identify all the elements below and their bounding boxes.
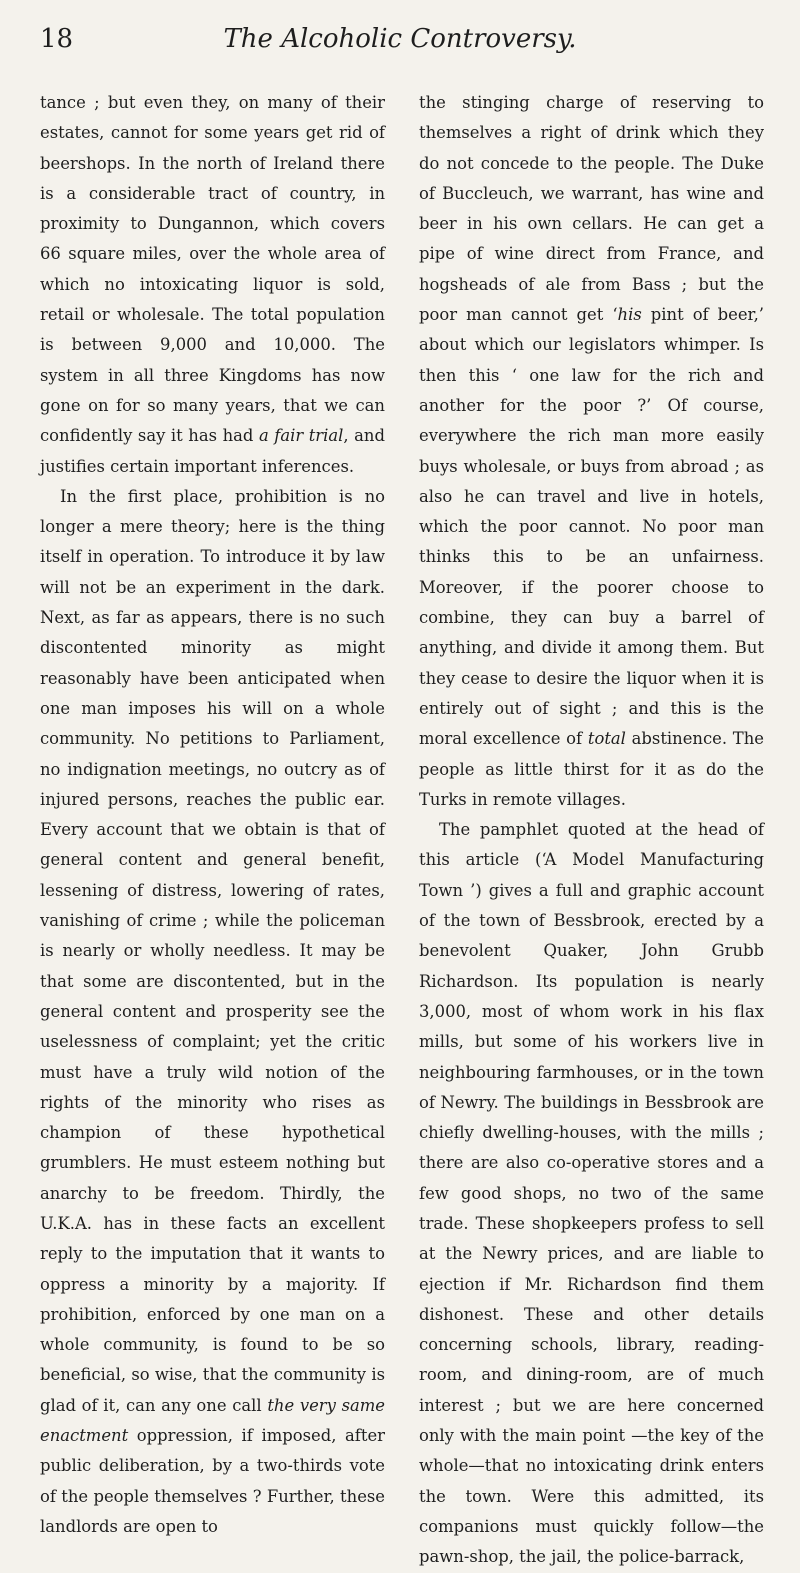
italic-emphasis: his xyxy=(617,305,642,325)
italic-emphasis: a fair trial xyxy=(258,426,344,446)
text-columns xyxy=(40,88,764,1567)
right-paragraph-2: The pamphlet quoted at the head of this article (‘A Model Manufacturing Town ’) gives a full and graphic account of the town of Bessbrook, erected by a benevolent Quaker, John Grubb Richardson. Its population is nearly 3,000, most of whom work in his flax mills, but some of his workers live in neighbouring farmhouses, or in the town of Newry. The buildings in Bessbrook are chiefly dwelling-houses, with the mills ; there are also co-operative stores and a few good shops, no two of the same trade. These shopkeepers profess to sell at the Newry prices, and are liable to ejection if Mr. Richardson find them dishonest. These and other details concerning schools, library, reading-room, and dining-room, are of much interest ; but we are here concerned only with the main point —the key of the whole—that no intoxicating drink enters the town. Were this admitted, its companions must quickly follow—the pawn-shop, the jail, the police-barrack, xyxy=(419,820,764,1567)
italic-emphasis: the very same enactment xyxy=(40,1395,385,1446)
page-number: 18 xyxy=(40,24,74,54)
left-paragraph-1: tance ; but even they, on many of their estates, cannot for some years get rid of beershops. In the north of Ireland there is a considerable tract of country, in proximity to Dungannon, which covers 66 square miles, over the whole area of which no intoxicating liquor is sold, retail or wholesale. The total population is between 9,000 and 10,000. The system in all three Kingdoms has now gone on for so many years, that we can confidently say it has had a fair trial, and justifies certain important inferences. xyxy=(40,93,385,476)
left-column xyxy=(40,88,385,1536)
running-title: The Alcoholic Controversy. xyxy=(223,24,577,54)
left-paragraph-2: In the first place, prohibition is no longer a mere theory; here is the thing itself in operation. To introduce it by law will not be an experiment in the dark. Next, as far as appears, there is no such discontented minority as might reasonably have been anticipated when one man imposes his will on a whole community. No petitions to Parliament, no indignation meetings, no outcry as of injured persons, reaches the public ear. Every account that we obtain is that of general content and general benefit, lessening of distress, lowering of rates, vanishing of crime ; while the policeman is nearly or wholly needless. It may be that some are discontented, but in the general content and prosperity see the uselessness of complaint; yet the critic must have a truly wild notion of the rights of the minority who rises as champion of these hypothetical grumblers. He must esteem nothing but anarchy to be freedom. Thirdly, the U.K.A. has in these facts an excellent reply to the imputation that it wants to oppress a minority by a majority. If prohibition, enforced by one man on a whole community, is found to be so beneficial, so wise, that the community is glad of it, can any one call the very same enactment oppression, if imposed, after public deliberation, by a two-thirds vote of the people themselves ? Further, these landlords are open to xyxy=(40,486,385,1536)
right-column xyxy=(419,88,764,1567)
page-header xyxy=(40,20,760,70)
italic-emphasis: total xyxy=(587,729,626,749)
right-paragraph-1: the stinging charge of reserving to themselves a right of drink which they do not concede to the people. The Duke of Buccleuch, we warrant, has wine and beer in his own cellars. He can get a pipe of wine direct from France, and hogsheads of ale from Bass ; but the poor man cannot get ‘his pint of beer,’ about which our legislators whimper. Is then this ‘ one law for the rich and another for the poor ?’ Of course, everywhere the rich man more easily buys wholesale, or buys from abroad ; as also he can travel and live in hotels, which the poor cannot. No poor man thinks this to be an unfairness. Moreover, if the poorer choose to combine, they can buy a barrel of anything, and divide it among them. But they cease to desire the liquor when it is entirely out of sight ; and this is the moral excellence of total abstinence. The people as little thirst for it as do the Turks in remote villages. xyxy=(419,93,764,809)
